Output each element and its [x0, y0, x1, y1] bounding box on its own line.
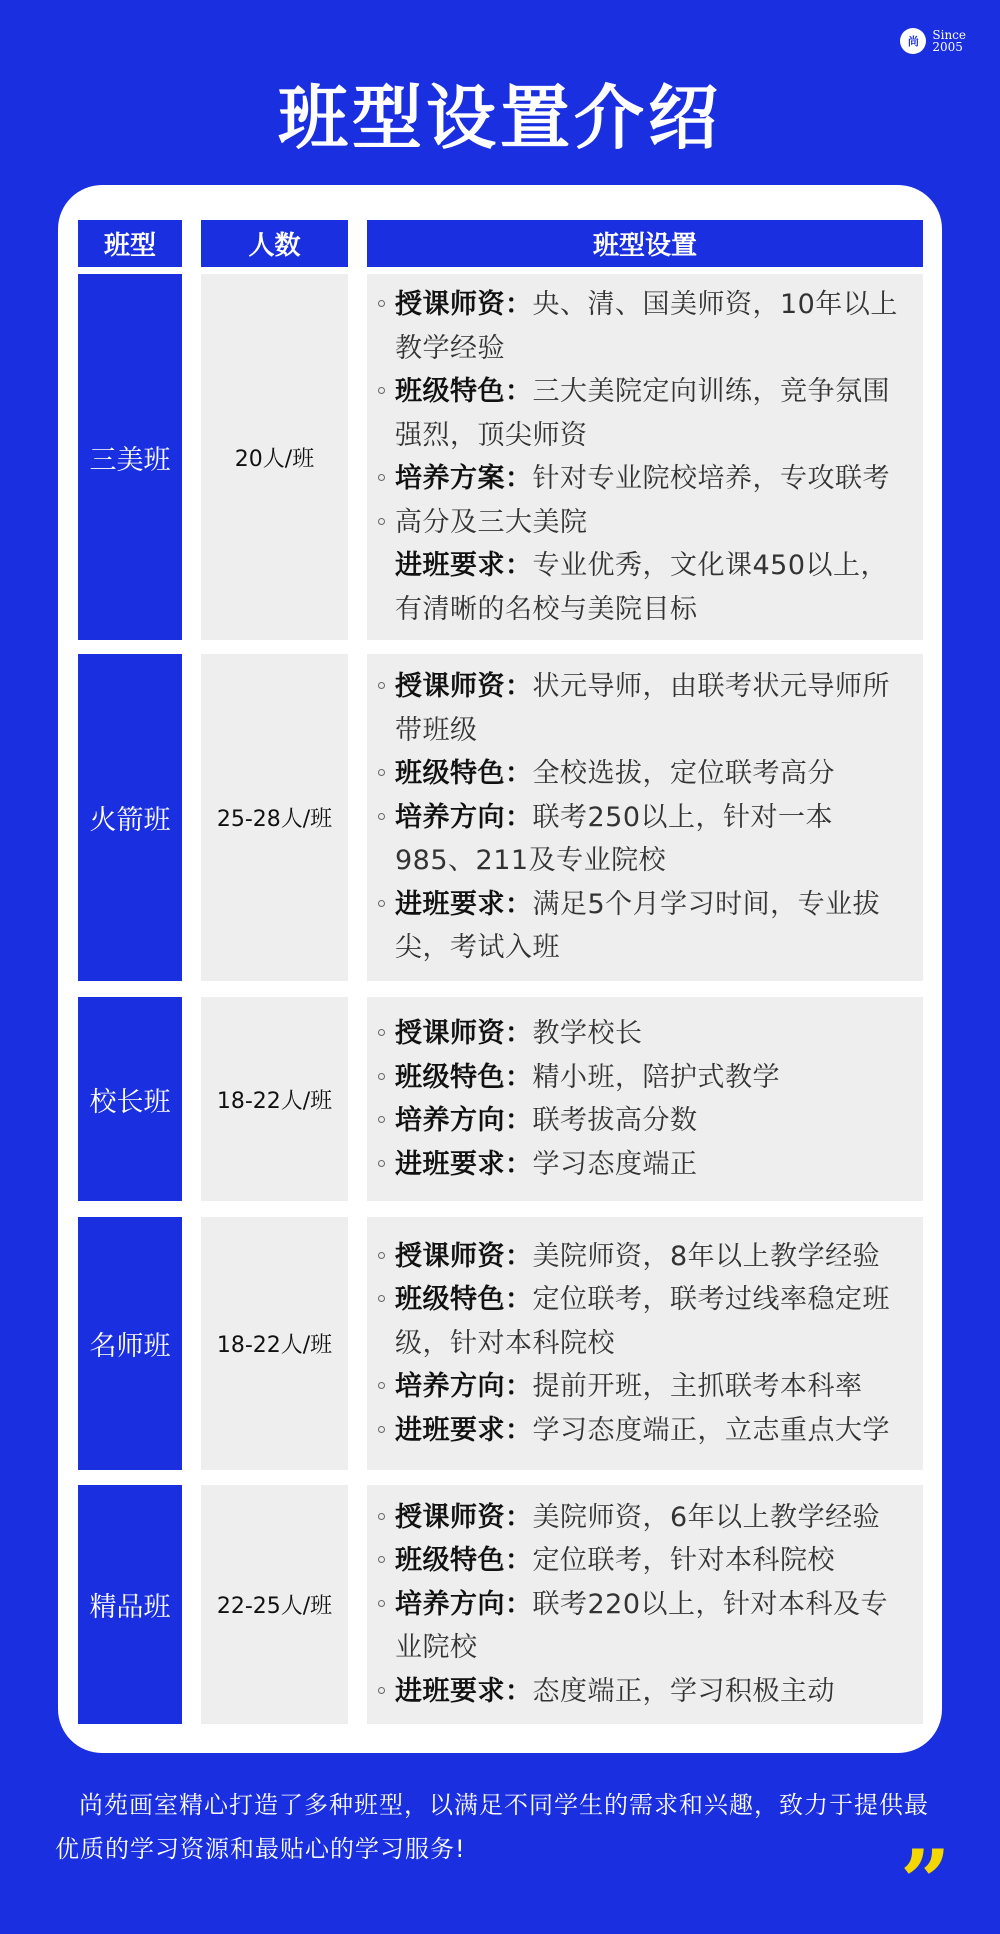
row-settings-cell: [367, 654, 923, 981]
settings-item-label: 班级特色：: [395, 376, 533, 407]
bullet-circle-icon: [378, 1426, 385, 1433]
bullet-circle-icon: [378, 300, 385, 307]
settings-item-text: 精小班，陪护式教学: [532, 1061, 780, 1093]
settings-item-label: 授课师资：: [395, 289, 533, 320]
settings-item-text: 满足5个月学习时间，专业拔尖，考试入班: [395, 888, 881, 964]
row-type-cell: 火箭班: [78, 654, 182, 981]
settings-item: [373, 665, 905, 752]
settings-item-text: 联考250以上，针对一本985、211及专业院校: [395, 801, 834, 877]
row-size-cell: 18-22人/班: [201, 997, 348, 1201]
settings-list: [373, 665, 905, 970]
settings-item: [373, 501, 905, 545]
settings-item-text: 教学校长: [532, 1018, 643, 1049]
row-size-cell: 20人/班: [201, 274, 348, 640]
settings-item-label: 班级特色：: [395, 1284, 533, 1316]
settings-item-label: 授课师资：: [395, 1018, 533, 1049]
header-settings: 班型设置: [367, 220, 923, 267]
settings-item: [373, 1278, 905, 1365]
settings-item: [373, 1056, 905, 1100]
settings-item-text: 三大美院定向训练，竞争氛围强烈，顶尖师资: [395, 376, 890, 451]
bullet-circle-icon: [378, 518, 385, 525]
settings-item: [373, 1539, 905, 1583]
bullet-circle-icon: [378, 813, 385, 820]
logo-since-text: [932, 29, 966, 53]
settings-item: [373, 370, 905, 457]
logo-since-label: Since: [932, 28, 966, 42]
row-type-cell: 校长班: [78, 997, 182, 1201]
settings-item: [373, 752, 905, 796]
bullet-circle-icon: [378, 474, 385, 481]
settings-item: [373, 1012, 905, 1056]
logo-badge: 尚: [900, 28, 926, 54]
bullet-circle-icon: [378, 1029, 385, 1036]
bullet-circle-icon: [378, 1687, 385, 1694]
row-settings-cell: [367, 274, 923, 640]
settings-item: [373, 1670, 905, 1714]
settings-item: [373, 283, 905, 370]
bullet-circle-icon: [378, 387, 385, 394]
settings-item-label: 授课师资：: [395, 671, 533, 703]
settings-item-label: 进班要求：: [395, 1148, 533, 1180]
settings-item-label: 进班要求：: [395, 550, 533, 581]
row-size-cell: 22-25人/班: [201, 1485, 348, 1724]
settings-item-label: 培养方案：: [395, 463, 533, 494]
brand-logo: [900, 28, 966, 54]
settings-item: [373, 1409, 905, 1453]
settings-item: [373, 1583, 905, 1670]
settings-item-label: 培养方向：: [395, 1105, 533, 1136]
row-type-cell: 三美班: [78, 274, 182, 640]
settings-item-text: 态度端正，学习积极主动: [532, 1675, 835, 1707]
settings-list: [373, 283, 905, 631]
settings-item-text: 央、清、国美师资，10年以上教学经验: [395, 289, 898, 364]
settings-item-text: 定位联考，联考过线率稳定班级，针对本科院校: [395, 1284, 890, 1359]
page-title: 班型设置介绍: [278, 77, 722, 159]
settings-item-label: 班级特色：: [395, 1545, 533, 1577]
bullet-circle-icon: [378, 1295, 385, 1302]
settings-list: [373, 1012, 905, 1186]
bullet-circle-icon: [378, 1382, 385, 1389]
row-size-cell: 25-28人/班: [201, 654, 348, 981]
settings-item: [373, 796, 905, 883]
settings-item-label: 进班要求：: [395, 1675, 533, 1707]
bullet-circle-icon: [378, 1073, 385, 1080]
settings-item-label: 培养方向：: [395, 1588, 533, 1620]
quote-mark-icon: ”: [900, 1830, 951, 1934]
settings-item-label: 班级特色：: [395, 758, 533, 790]
bullet-circle-icon: [378, 1556, 385, 1563]
settings-item-text: 提前开班，主抓联考本科率: [532, 1371, 863, 1403]
settings-item-text: 学习态度端正: [532, 1148, 698, 1180]
settings-item: [373, 457, 905, 501]
settings-item-text: 定位联考，针对本科院校: [532, 1545, 835, 1577]
settings-item-text: 针对专业院校培养，专攻联考: [532, 463, 890, 494]
settings-item-label: 授课师资：: [395, 1501, 533, 1533]
row-settings-cell: [367, 1217, 923, 1470]
settings-item-label: 培养方向：: [395, 801, 533, 833]
settings-item: [373, 1235, 905, 1279]
settings-item: [373, 1496, 905, 1540]
row-settings-cell: [367, 997, 923, 1201]
settings-item-label: 进班要求：: [395, 888, 533, 920]
footer-text: 尚苑画室精心打造了多种班型，以满足不同学生的需求和兴趣，致力于提供最优质的学习资源和最贴心的学习服务!: [55, 1791, 929, 1863]
bullet-circle-icon: [378, 1513, 385, 1520]
bullet-circle-icon: [378, 1600, 385, 1607]
settings-item-text: 全校选拔，定位联考高分: [532, 758, 835, 790]
settings-item: [373, 883, 905, 970]
logo-since-year: 2005: [932, 40, 963, 54]
settings-item: [373, 1099, 905, 1143]
row-type-cell: 名师班: [78, 1217, 182, 1470]
settings-item-text: 美院师资，6年以上教学经验: [532, 1501, 881, 1533]
settings-item-text: 专业优秀，文化课450以上，有清晰的名校与美院目标: [395, 550, 889, 625]
bullet-circle-icon: [378, 900, 385, 907]
settings-item-label: 进班要求：: [395, 1414, 533, 1446]
header-size: 人数: [201, 220, 348, 267]
bullet-circle-icon: [378, 682, 385, 689]
settings-item-text: 联考拔高分数: [532, 1105, 698, 1136]
row-type-cell: 精品班: [78, 1485, 182, 1724]
settings-item-label: 授课师资：: [395, 1240, 533, 1272]
settings-item-text: 联考220以上，针对本科及专业院校: [395, 1588, 889, 1664]
row-size-cell: 18-22人/班: [201, 1217, 348, 1470]
settings-item-label: 班级特色：: [395, 1061, 533, 1093]
header-type: 班型: [78, 220, 182, 267]
settings-item-text: 高分及三大美院: [395, 506, 588, 538]
settings-item: [373, 544, 905, 631]
settings-list: [373, 1235, 905, 1453]
settings-item-text: 学习态度端正，立志重点大学: [532, 1414, 890, 1446]
settings-list: [373, 1496, 905, 1714]
bullet-circle-icon: [378, 1252, 385, 1259]
bullet-circle-icon: [378, 769, 385, 776]
bullet-circle-icon: [378, 1116, 385, 1123]
bullet-circle-icon: [378, 1160, 385, 1167]
settings-item: [373, 1365, 905, 1409]
settings-item: [373, 1143, 905, 1187]
settings-item-label: 培养方向：: [395, 1371, 533, 1403]
settings-item-text: 状元导师，由联考状元导师所带班级: [395, 671, 890, 746]
settings-item-text: 美院师资，8年以上教学经验: [532, 1240, 881, 1272]
row-settings-cell: [367, 1485, 923, 1724]
